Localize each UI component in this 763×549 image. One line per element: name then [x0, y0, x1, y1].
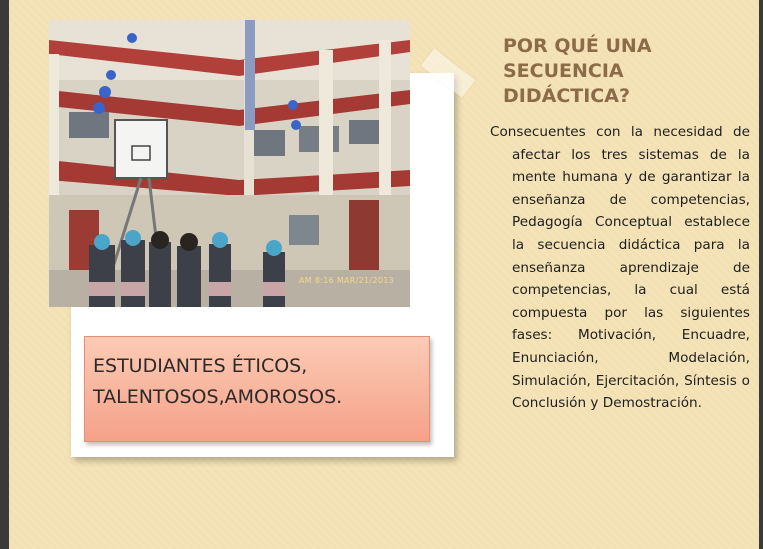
- left-edge-bar: [0, 0, 9, 549]
- slide-body-text: Consecuentes con la necesidad de afectar los tres sistemas de la mente humana y de garantizar la enseñanza de competencias, Pedagogía Conceptual establece la secuencia didáctica para la enseñanza aprendizaje de competencias, la cual está compuesta por las siguientes fases: Motivación, Encuadre, Enunciación, Modelación, Simulación, Ejercitación, Síntesis o Conclusión y Demostración.: [490, 124, 750, 412]
- school-courtyard-photo: [49, 20, 410, 307]
- right-edge-bar: [759, 0, 763, 549]
- slide-title: POR QUÉ UNA SECUENCIA DIDÁCTICA?: [503, 35, 652, 107]
- photo-date-stamp: AM 8:16 MAR/21/2013: [299, 276, 394, 285]
- caption-text: ESTUDIANTES ÉTICOS, TALENTOSOS,AMOROSOS.: [93, 355, 343, 408]
- caption-box: [84, 336, 430, 442]
